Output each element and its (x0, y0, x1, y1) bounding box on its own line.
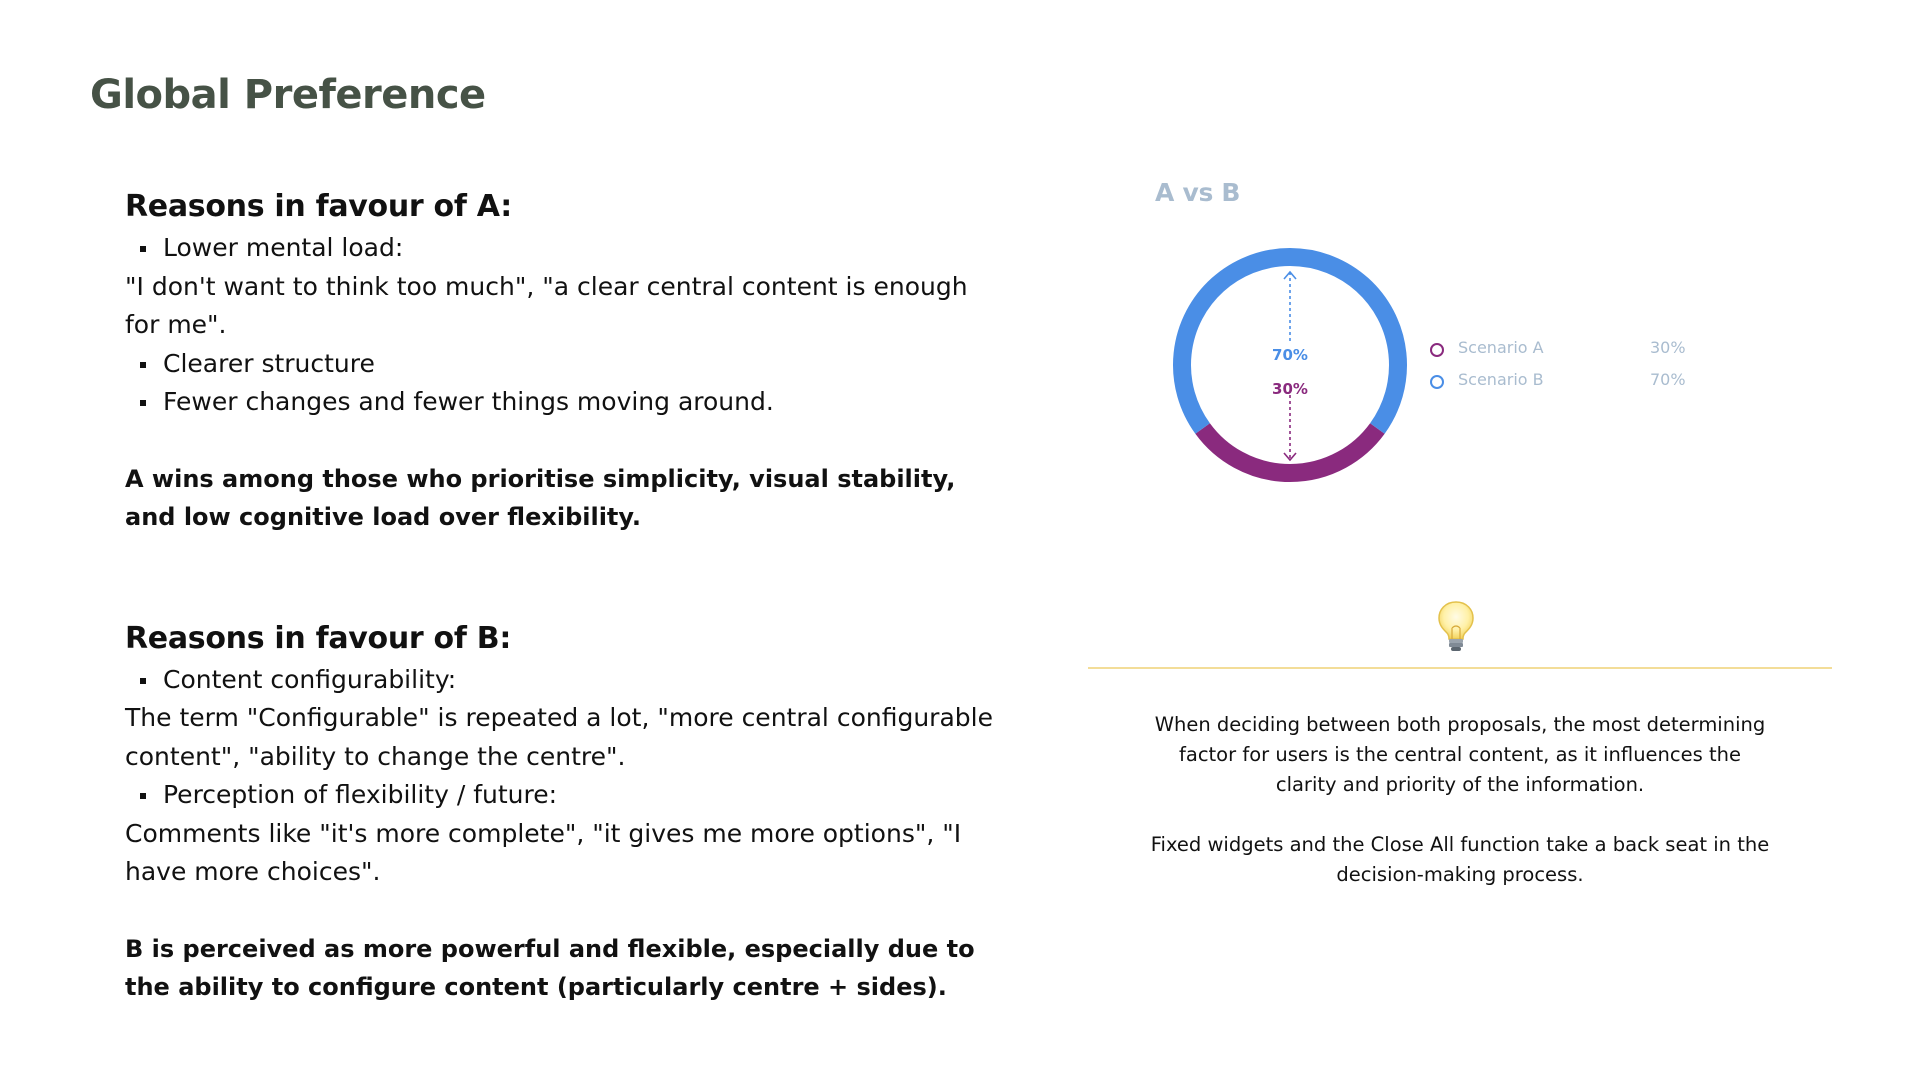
insight-paragraph: When deciding between both proposals, the most determining factor for users is the central content, as it influences the clarity and priority of the information. (1154, 713, 1766, 796)
section-a-bullet: Lower mental load: (125, 229, 1005, 268)
section-a-bullet: Fewer changes and fewer things moving around. (125, 383, 1005, 422)
section-a-list (125, 229, 1005, 268)
insight-text (1150, 710, 1770, 890)
data-label-scenario-a: 30% (1272, 380, 1308, 398)
section-b-quote: Comments like "it's more complete", "it gives me more options", "I have more choices". (125, 818, 962, 886)
section-b-bullet: Content configurability: (125, 661, 1005, 700)
legend-label: Scenario B (1458, 370, 1544, 389)
section-b-bullet: Perception of flexibility / future: (125, 776, 1005, 815)
section-b-list (125, 661, 1005, 700)
section-b-summary: B is perceived as more powerful and flexible, especially due to the ability to configure content (particularly centre + sides). (125, 934, 975, 1001)
section-a-bullet: Clearer structure (125, 345, 1005, 384)
legend-label: Scenario A (1458, 338, 1544, 357)
lightbulb-icon (1436, 600, 1476, 654)
data-label-scenario-b: 70% (1272, 346, 1308, 364)
legend-marker-scenario-b (1430, 375, 1444, 389)
section-a-heading: Reasons in favour of A: (125, 189, 512, 224)
donut-chart (1170, 245, 1410, 485)
reasons-column (125, 185, 1005, 1007)
legend-marker-scenario-a (1430, 343, 1444, 357)
divider (1088, 667, 1832, 669)
section-b (125, 617, 1005, 1007)
page-title: Global Preference (90, 72, 486, 118)
legend-value: 30% (1650, 338, 1686, 357)
chart-title: A vs B (1155, 178, 1241, 207)
section-a-summary: A wins among those who prioritise simplicity, visual stability, and low cognitive load over flexibility. (125, 464, 956, 531)
value-arrowhead-scenario-b (1284, 272, 1296, 279)
legend-value: 70% (1650, 370, 1686, 389)
section-a-list (125, 345, 1005, 422)
section-a-quote: "I don't want to think too much", "a clear central content is enough for me". (125, 271, 968, 339)
section-b-quote: The term "Configurable" is repeated a lot, "more central configurable content", "ability to change the centre". (125, 703, 993, 771)
chart-legend (1430, 336, 1710, 400)
legend-item-scenario-b (1430, 368, 1710, 400)
section-b-list (125, 776, 1005, 815)
legend-item-scenario-a (1430, 336, 1710, 368)
section-b-heading: Reasons in favour of B: (125, 620, 512, 656)
insight-paragraph: Fixed widgets and the Close All function take a back seat in the decision-making process. (1150, 833, 1770, 886)
section-a (125, 185, 1005, 537)
